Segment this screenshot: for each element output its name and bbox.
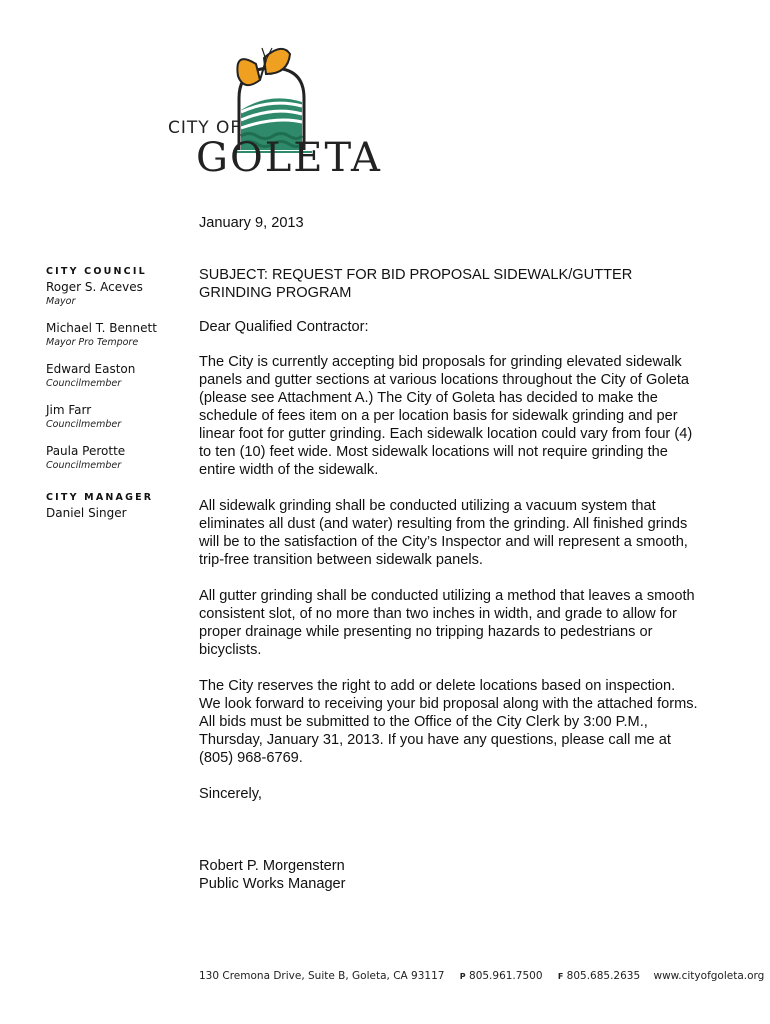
phone-label: P: [459, 972, 466, 981]
letterhead-city-of: CITY OF: [168, 118, 242, 138]
footer-fax: 805.685.2635: [566, 970, 641, 982]
council-member: [46, 361, 186, 390]
letterhead-footer: [199, 970, 764, 982]
council-member: [46, 320, 186, 349]
member-name: Edward Easton: [46, 362, 136, 376]
council-member: [46, 402, 186, 431]
member-role: Councilmember: [46, 378, 122, 389]
letter-paragraph: The City reserves the right to add or delete locations based on inspection. We look forward to receiving your bid proposal along with the attached forms. All bids must be submitted to the Office of the City Clerk by 3:00 P.M., Thursday, January 31, 2013. If you have any questions, please call me at (805) 968-6769.: [199, 678, 698, 766]
member-role: Mayor Pro Tempore: [46, 337, 139, 348]
footer-phone: 805.961.7500: [469, 970, 543, 982]
letter-subject: SUBJECT: REQUEST FOR BID PROPOSAL SIDEWALK/GUTTER GRINDING PROGRAM: [199, 267, 633, 301]
letter-body: [199, 214, 699, 893]
council-member: [46, 279, 186, 308]
signer-name: Robert P. Morgenstern: [199, 858, 345, 874]
member-name: Paula Perotte: [46, 444, 126, 458]
manager-heading: CITY MANAGER: [46, 492, 154, 503]
letterhead-city-name: GOLETA: [196, 135, 382, 181]
fax-label: F: [557, 972, 564, 981]
letter-date: January 9, 2013: [199, 215, 304, 231]
member-role: Mayor: [46, 296, 76, 307]
butterfly-icon: [237, 48, 290, 85]
letter-paragraph: All gutter grinding shall be conducted utilizing a method that leaves a smooth consistent slot, of no more than two inches in width, and grade to allow for proper drainage while presenting no tripping hazards to pedestrians or bicyclists.: [199, 588, 695, 658]
council-heading: CITY COUNCIL: [46, 266, 147, 277]
letter-paragraph: All sidewalk grinding shall be conducted utilizing a vacuum system that eliminates all dust (and water) resulting from the grinding. All finished grinds will be to the satisfaction of the City’s Inspector and will represent a smooth, trip-free transition between sidewalk panels.: [199, 498, 688, 568]
member-role: Councilmember: [46, 419, 122, 430]
council-sidebar: [46, 266, 186, 521]
footer-website: www.cityofgoleta.org: [653, 970, 765, 982]
member-role: Councilmember: [46, 460, 122, 471]
footer-address: 130 Cremona Drive, Suite B, Goleta, CA 93117: [199, 970, 445, 982]
member-name: Roger S. Aceves: [46, 280, 143, 294]
manager-name: Daniel Singer: [46, 506, 127, 520]
council-member: [46, 443, 186, 472]
letter-salutation: Dear Qualified Contractor:: [199, 319, 369, 335]
letter-closing: Sincerely,: [199, 786, 262, 802]
member-name: Jim Farr: [46, 403, 92, 417]
signer-title: Public Works Manager: [199, 876, 346, 892]
letter-paragraph: The City is currently accepting bid proposals for grinding elevated sidewalk panels and gutter sections at various locations throughout the City of Goleta (please see Attachment A.) The City of Goleta has decided to make the schedule of fees item on a per location basis for sidewalk grinding and per linear foot for gutter grinding. Each sidewalk location could vary from four (4) to ten (10) feet wide. Most sidewalk locations will not require grinding the entire width of the sidewalk.: [199, 354, 693, 478]
member-name: Michael T. Bennett: [46, 321, 157, 335]
